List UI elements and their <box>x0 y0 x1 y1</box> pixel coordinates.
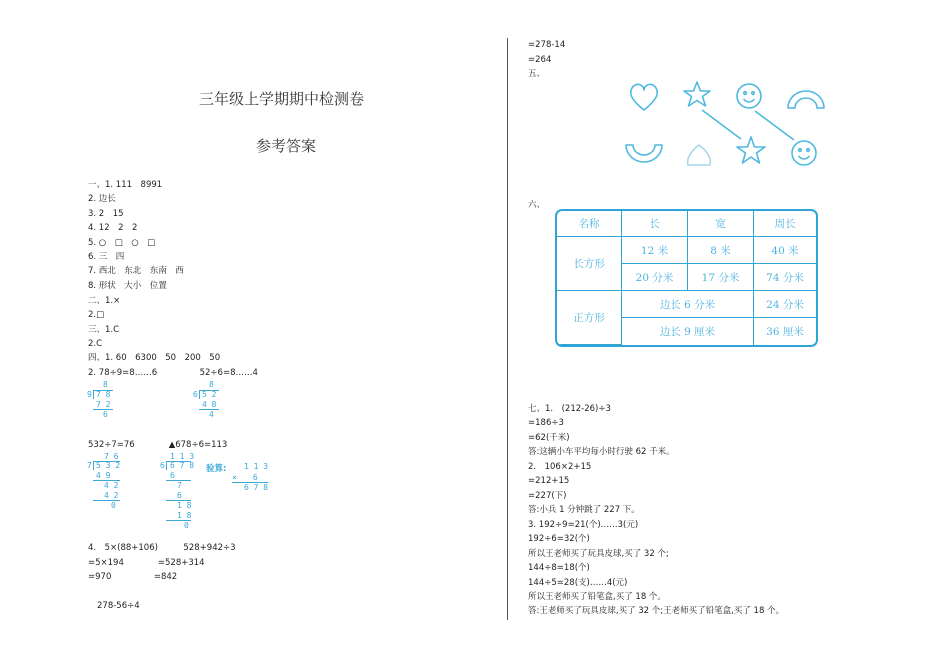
smiley-icon <box>737 84 761 108</box>
answer-line: =278-14 <box>528 40 566 50</box>
check-label: 验算: <box>206 464 227 474</box>
rainbow-arch-icon <box>788 91 824 108</box>
answer-line: =970 =842 <box>88 572 178 582</box>
answer-line: 8. 形状 大小 位置 <box>88 281 167 291</box>
answer-table <box>555 209 818 347</box>
table-header: 周长 <box>754 211 816 237</box>
divisor: 7 <box>87 461 92 470</box>
answer-line: 答:小兵 1 分钟跳了 227 下。 <box>528 505 640 515</box>
table-cell: 40 米 <box>754 237 816 264</box>
answer-line: 2. 78÷9=8……6 52÷6=8……4 <box>88 368 258 378</box>
match-line <box>702 110 741 139</box>
dividend: 5 3 2 <box>96 461 121 470</box>
heart-icon <box>631 84 658 110</box>
quotient: 8 <box>209 380 214 389</box>
quotient: 8 <box>103 380 108 389</box>
subtrahend: 1 8 <box>177 511 192 520</box>
answer-line: 4. 12 2 2 <box>88 223 138 233</box>
answer-line: 2. 106×2+15 <box>528 462 592 472</box>
answer-line: 答:王老师买了玩具皮球,买了 32 个;王老师买了铅笔盒,买了 18 个。 <box>528 606 785 616</box>
answer-line: 三、1.C <box>88 325 120 335</box>
divisor: 9 <box>87 390 92 399</box>
answer-line: 答:这辆小车平均每小时行驶 62 千米。 <box>528 447 675 457</box>
table-header: 名称 <box>557 211 622 237</box>
dividend: 5 2 <box>202 390 217 399</box>
answer-line: 二、1.× <box>88 296 121 306</box>
smiley-icon <box>792 141 816 165</box>
table-row-label: 长方形 <box>557 237 622 291</box>
answer-line: =212+15 <box>528 476 570 486</box>
shapes-figure <box>610 75 840 175</box>
answer-line: 5. ○ □ ○ □ <box>88 238 156 248</box>
table-cell: 74 分米 <box>754 264 816 291</box>
check-result: 6 7 8 <box>244 483 269 492</box>
answer-line: =5×194 =528+314 <box>88 558 205 568</box>
divisor: 6 <box>193 390 198 399</box>
star-icon <box>737 137 765 163</box>
answer-line: =264 <box>528 55 552 65</box>
answer-line: 2.C <box>88 339 103 349</box>
heart-outline-icon <box>688 145 711 165</box>
answer-line: 四、1. 60 6300 50 200 50 <box>88 353 221 363</box>
answer-line: 7. 西北 东北 东南 西 <box>88 266 184 276</box>
subtrahend: 4 2 <box>104 491 119 500</box>
table-cell: 8 米 <box>688 237 754 264</box>
subtrahend: 4 9 <box>96 471 111 480</box>
partial-remainder: 7 <box>177 481 182 490</box>
answer-line: 192÷6=32(个) <box>528 534 590 544</box>
star-icon <box>684 82 710 106</box>
check-multiplier: × 6 <box>232 473 258 482</box>
answer-line: 278-56÷4 <box>97 601 140 611</box>
remainder: 0 <box>111 501 116 510</box>
answer-line: 144÷5=28(支)……4(元) <box>528 578 628 588</box>
table-header: 宽 <box>688 211 754 237</box>
remainder: 4 <box>209 410 214 419</box>
table-cell: 24 分米 <box>754 291 816 318</box>
table-row-label: 正方形 <box>557 291 622 345</box>
answer-line: 3. 2 15 <box>88 209 124 219</box>
answer-line: 所以王老师买了铅笔盒,买了 18 个。 <box>528 592 666 602</box>
table-header: 长 <box>622 211 688 237</box>
dividend: 6 7 8 <box>170 461 195 470</box>
answer-line: 4. 5×(88+106) 528+942÷3 <box>88 543 236 553</box>
dividend: 7 8 <box>96 390 111 399</box>
answer-line: 一、1. 111 8991 <box>88 180 163 190</box>
page-title: 三年级上学期期中检测卷 <box>199 90 365 108</box>
answer-line: 532÷7=76 ▲678÷6=113 <box>88 440 228 450</box>
quotient: 7 6 <box>104 452 119 461</box>
table-cell: 20 分米 <box>622 264 688 291</box>
subtrahend: 7 2 <box>96 400 111 409</box>
section-label: 六、 <box>528 200 546 210</box>
page-subtitle: 参考答案 <box>256 137 317 155</box>
answer-line: 所以王老师买了玩具皮球,买了 32 个; <box>528 549 669 559</box>
answer-line: 2.□ <box>88 310 105 320</box>
check-top: 1 1 3 <box>244 462 269 471</box>
bowl-arch-icon <box>626 145 662 162</box>
match-line <box>755 111 794 140</box>
table-cell: 17 分米 <box>688 264 754 291</box>
subtrahend: 6 <box>170 471 175 480</box>
answer-line: 144÷8=18(个) <box>528 563 590 573</box>
remainder: 0 <box>184 521 189 530</box>
remainder: 6 <box>103 410 108 419</box>
column-divider <box>507 38 508 620</box>
table-cell: 12 米 <box>622 237 688 264</box>
quotient: 1 1 3 <box>170 452 195 461</box>
partial-remainder: 1 8 <box>177 501 192 510</box>
table-cell: 边长 9 厘米 <box>622 318 754 345</box>
subtrahend: 4 8 <box>202 400 217 409</box>
divisor: 6 <box>160 461 165 470</box>
answer-line: 五、 <box>528 69 546 79</box>
answer-line: =62(千米) <box>528 433 570 443</box>
answer-line: 6. 三 四 <box>88 252 125 262</box>
answer-line: 2. 边长 <box>88 194 116 204</box>
table-cell: 边长 6 分米 <box>622 291 754 318</box>
answer-line: =227(下) <box>528 491 567 501</box>
answer-line: 3. 192÷9=21(个)……3(元) <box>528 520 639 530</box>
answer-line: 七、1. (212-26)÷3 <box>528 404 611 414</box>
answer-line: =186÷3 <box>528 418 564 428</box>
partial-remainder: 4 2 <box>104 481 119 490</box>
table-cell: 36 厘米 <box>766 326 804 338</box>
subtrahend: 6 <box>177 491 182 500</box>
